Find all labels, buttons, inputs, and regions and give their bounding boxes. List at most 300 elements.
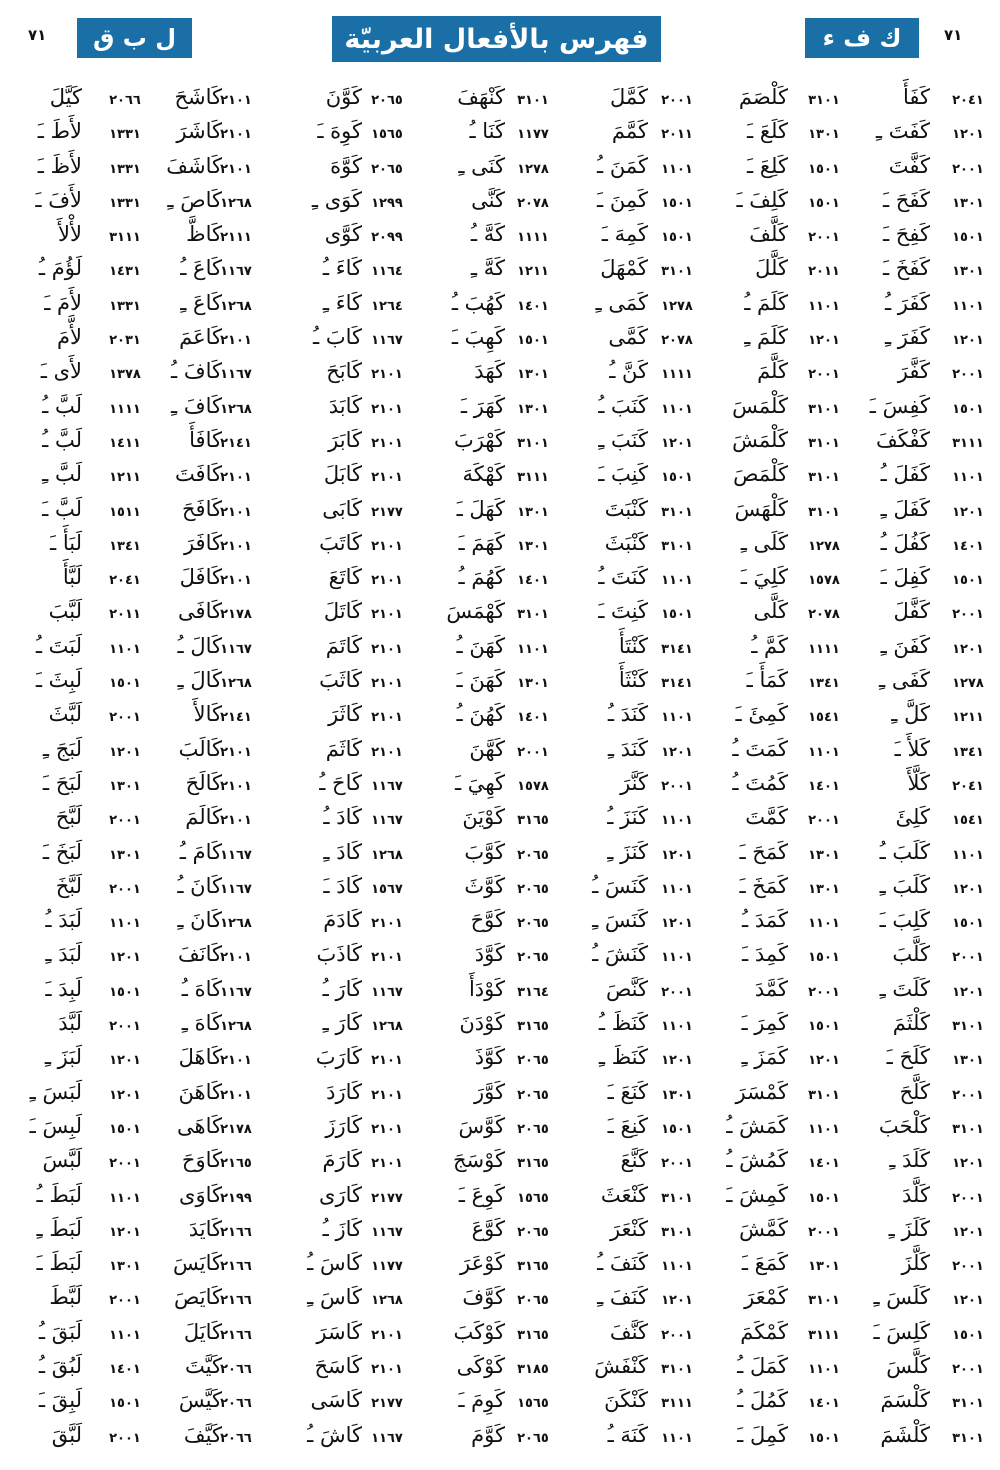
verb-pattern-code: ١١٦٧ [371, 1224, 403, 1240]
verb-entry: كَلأَ ـَ [894, 736, 930, 761]
verb-entry: كَوَّمَ [471, 1422, 505, 1447]
verb-pattern-code: ٢٠٠١ [109, 813, 141, 829]
verb-pattern-code: ١٥٦٥ [371, 127, 403, 143]
verb-pattern-code: ١٢٠١ [952, 1224, 984, 1240]
verb-entry: كَنْهَفَ [457, 85, 505, 109]
verb-pattern-code: ١١٠١ [952, 298, 984, 314]
verb-pattern-code: ٢١٤١ [220, 435, 252, 451]
verb-entry: كَايَصَ [174, 1285, 222, 1310]
verb-pattern-code: ١٤١١ [109, 435, 141, 451]
verb-pattern-code: ١١٦٧ [371, 333, 403, 349]
verb-entry: كَمَى ـِ [595, 290, 648, 315]
verb-entry: كَنَفَ ـِ [597, 1285, 648, 1310]
verb-pattern-code: ٢١٠١ [220, 470, 252, 486]
verb-pattern-code: ٣١٠١ [661, 264, 693, 280]
verb-entry: كَادَمَ [323, 908, 362, 933]
verb-entry: كَهُنَ ـُ [456, 702, 505, 727]
verb-entry: لأَطَ ـَ [37, 119, 82, 144]
verb-pattern-code: ١١٠١ [661, 710, 693, 726]
verb-entry: كَاصَ ـِ [167, 187, 222, 212]
verb-entry: كَاثَمَ [325, 736, 362, 761]
verb-pattern-code: ٢٠٠١ [109, 710, 141, 726]
verb-pattern-code: ٢٠٧٨ [661, 333, 693, 349]
index-row [0, 288, 1000, 322]
verb-pattern-code: ١٢٠١ [808, 333, 840, 349]
index-row [0, 734, 1000, 768]
verb-entry: كَالَ ـِ [177, 668, 222, 693]
verb-entry: كَلَّمَ [757, 359, 788, 384]
verb-entry: لَبَّثَ [48, 702, 82, 727]
verb-entry: كَمَدَ ـُ [742, 908, 788, 933]
verb-pattern-code: ١٢٠١ [952, 881, 984, 897]
verb-entry: كَاعَ ـِ [180, 290, 222, 315]
verb-pattern-code: ٢١٠١ [371, 641, 403, 657]
verb-pattern-code: ١٢٠١ [661, 1053, 693, 1069]
verb-entry: كَنَظَ ـُ [598, 1011, 648, 1036]
verb-pattern-code: ٢٠٦٥ [517, 1121, 549, 1137]
verb-pattern-code: ١٣٠١ [808, 881, 840, 897]
verb-entry: كَنَا ـُ [469, 119, 505, 144]
verb-entry: كَهُبَ ـُ [451, 290, 505, 315]
verb-pattern-code: ١٢٦٨ [371, 1019, 403, 1035]
verb-pattern-code: ١٥٠١ [109, 984, 141, 1000]
verb-pattern-code: ٢١٦٦ [220, 1259, 252, 1275]
verb-entry: كَمَحَ ـَ [739, 839, 788, 864]
verb-entry: كَنَسَ ـِ [592, 908, 648, 933]
verb-pattern-code: ١٣٣١ [109, 195, 141, 211]
verb-pattern-code: ٢٠٠١ [808, 984, 840, 1000]
index-row [0, 219, 1000, 253]
verb-entry: كَوْكَى [456, 1353, 505, 1378]
verb-entry: كَنْتَأَ [618, 633, 648, 658]
verb-pattern-code: ١٢٠١ [952, 504, 984, 520]
verb-entry: لَبَّقَ [51, 1422, 82, 1447]
verb-pattern-code: ٢٠٦٥ [371, 93, 403, 108]
verb-entry: كَنَظَ ـِ [598, 1045, 648, 1070]
verb-pattern-code: ٢١٠١ [371, 676, 403, 692]
verb-entry: كَاهَ ـِ [181, 1011, 222, 1036]
verb-pattern-code: ٢٠٠١ [952, 1190, 984, 1206]
verb-entry: كَافَ ـُ [171, 359, 222, 384]
index-row [0, 391, 1000, 425]
verb-pattern-code: ١١٠١ [808, 916, 840, 932]
verb-entry: كَاذَبَ [316, 942, 362, 967]
verb-pattern-code: ٢٠٦٥ [517, 1087, 549, 1103]
verb-pattern-code: ١٣٠١ [808, 1259, 840, 1275]
verb-pattern-code: ٣١٦٥ [517, 1019, 549, 1035]
verb-entry: كَاسَحَ [314, 1353, 362, 1378]
verb-pattern-code: ١٢٠١ [109, 1224, 141, 1240]
verb-pattern-code: ٣١٦٥ [517, 813, 549, 829]
verb-entry: كَاشَفَ [166, 153, 222, 178]
verb-pattern-code: ٢١٩٩ [220, 1190, 252, 1206]
verb-entry: لأَى ـَ [40, 359, 82, 384]
index-row [0, 974, 1000, 1008]
verb-entry: كَمَّى [608, 325, 648, 350]
index-row [0, 1111, 1000, 1145]
verb-entry: كَوْدَنَ [459, 1011, 505, 1036]
verb-pattern-code: ١٤٠١ [517, 573, 549, 589]
verb-pattern-code: ١٣٠١ [517, 504, 549, 520]
verb-entry: كَالَ ـُ [177, 633, 222, 658]
verb-entry: كَمُتَ ـُ [732, 770, 788, 795]
verb-pattern-code: ١١٦٧ [220, 641, 252, 657]
verb-pattern-code: ١٢٠١ [661, 744, 693, 760]
verb-pattern-code: ١٢٠١ [661, 1293, 693, 1309]
index-row [0, 322, 1000, 356]
verb-entry: كَنْفَشَ [594, 1353, 648, 1378]
verb-pattern-code: ٢١٠١ [371, 1327, 403, 1343]
verb-entry: كَنَّعَ [620, 1148, 648, 1173]
verb-entry: كَنْبَتَ [604, 496, 648, 521]
verb-entry: كَلْسَمَ [880, 1388, 930, 1413]
verb-pattern-code: ١٣٠١ [109, 847, 141, 863]
verb-pattern-code: ١١٠١ [952, 847, 984, 863]
verb-entry: كَمْهَلَ [600, 256, 648, 281]
verb-entry: كَنَزَ ـُ [607, 805, 648, 830]
verb-pattern-code: ١٥٠١ [517, 333, 549, 349]
verb-pattern-code: ٢٠٤١ [952, 778, 984, 794]
verb-pattern-code: ٢٠٧٨ [517, 195, 549, 211]
verb-pattern-code: ٢٠٦٦ [109, 93, 141, 108]
verb-pattern-code: ٢١٠١ [371, 367, 403, 383]
verb-entry: كَهِيَ ـَ [454, 770, 505, 795]
verb-pattern-code: ٣١٠١ [952, 1430, 984, 1446]
verb-pattern-code: ١٢٦٨ [220, 298, 252, 314]
verb-entry: كَلَسَ ـِ [873, 1285, 930, 1310]
verb-entry: كَاعَمَ [179, 325, 222, 350]
verb-pattern-code: ١٢٠١ [808, 1053, 840, 1069]
verb-entry: لأَظَ ـَ [37, 153, 82, 178]
verb-entry: كَوَّعَ [471, 1216, 505, 1241]
verb-entry: كَلَعَ ـَ [747, 119, 788, 144]
index-row [0, 1214, 1000, 1248]
verb-pattern-code: ١٢٩٩ [371, 195, 403, 211]
verb-entry: كَهْمَسَ [446, 599, 505, 624]
verb-pattern-code: ١٤٠١ [517, 298, 549, 314]
verb-entry: كَهَّنَ [469, 736, 505, 761]
verb-pattern-code: ١٥٠١ [952, 401, 984, 417]
verb-entry: كَاظَّ [186, 222, 222, 247]
verb-pattern-code: ٣١٠١ [661, 504, 693, 520]
index-row [0, 631, 1000, 665]
verb-pattern-code: ٣١٠١ [808, 435, 840, 451]
verb-pattern-code: ١٥٠١ [109, 676, 141, 692]
verb-pattern-code: ٢١٦٦ [220, 1293, 252, 1309]
verb-pattern-code: ١٢١١ [517, 264, 549, 280]
verb-entry: كَفَرَ ـِ [884, 325, 930, 350]
verb-entry: كَنِبَ ـَ [598, 462, 648, 487]
verb-entry: لَبَّدَ [58, 1011, 82, 1036]
verb-entry: كَارَدَ [326, 1079, 362, 1104]
verb-entry: كَابَى [322, 496, 362, 521]
verb-pattern-code: ١٣٠١ [661, 1087, 693, 1103]
verb-entry: كَاتَعَ [328, 565, 362, 590]
verb-pattern-code: ٢٠٦٦ [220, 1396, 252, 1412]
verb-pattern-code: ٢٠٣١ [109, 333, 141, 349]
verb-pattern-code: ١٥٠١ [952, 230, 984, 246]
verb-entry: كَاتَبَ [319, 530, 362, 555]
verb-entry: كَمَنَ ـُ [597, 153, 648, 178]
verb-entry: كَلَتَ ـِ [879, 976, 930, 1001]
verb-entry: كَلِئَ [895, 805, 930, 830]
verb-pattern-code: ١٢٦٨ [220, 401, 252, 417]
verb-entry: كَيَّفَ [183, 1422, 222, 1447]
verb-pattern-code: ١٥٠١ [808, 195, 840, 211]
verb-pattern-code: ١١٠١ [517, 641, 549, 657]
verb-pattern-code: ١٣٠١ [517, 367, 549, 383]
verb-entry: كَنَدَ ـُ [607, 702, 648, 727]
verb-entry: لَبَّبَ [48, 599, 82, 624]
verb-pattern-code: ٢١٧٨ [220, 607, 252, 623]
verb-pattern-code: ١١٠١ [109, 641, 141, 657]
verb-entry: كَمَشَ ـُ [726, 1113, 788, 1138]
verb-pattern-code: ٢٠٠١ [952, 1259, 984, 1275]
verb-pattern-code: ١٢٠١ [661, 847, 693, 863]
index-row [0, 356, 1000, 390]
verb-pattern-code: ٣١٠١ [952, 1396, 984, 1412]
verb-entry: كَافَلَ [179, 565, 222, 590]
verb-entry: كَلَدَ ـِ [889, 1148, 930, 1173]
verb-entry: كَارَبَ [315, 1045, 362, 1070]
verb-entry: لَبَقَ ـُ [38, 1319, 82, 1344]
verb-entry: كَاسَ ـُ [307, 1251, 362, 1276]
verb-pattern-code: ١٢٠١ [952, 1156, 984, 1172]
verb-entry: كَاهَ ـُ [181, 976, 222, 1001]
verb-entry: كَابَلَ [323, 462, 362, 487]
verb-pattern-code: ٣١٠١ [661, 1361, 693, 1377]
verb-entry: لَبَزَ ـِ [44, 1045, 82, 1070]
verb-entry: كَفَّرَ [897, 359, 930, 384]
verb-pattern-code: ١٢٦٤ [371, 298, 403, 314]
verb-entry: كَمَلَ ـُ [737, 1353, 788, 1378]
index-row [0, 1145, 1000, 1179]
verb-pattern-code: ١١٧٧ [517, 127, 549, 143]
verb-entry: كَاثَرَ [328, 702, 362, 727]
index-row [0, 596, 1000, 630]
verb-entry: لَبَّحَ [55, 805, 82, 830]
index-row [0, 116, 1000, 150]
verb-pattern-code: ١٢٠١ [952, 641, 984, 657]
index-row [0, 871, 1000, 905]
index-row [0, 185, 1000, 219]
verb-pattern-code: ٢١٠١ [371, 607, 403, 623]
verb-entry: كَمَّلَ [609, 85, 648, 109]
verb-entry: كَمَزَ ـِ [741, 1045, 788, 1070]
verb-pattern-code: ٢١٠١ [220, 1087, 252, 1103]
verb-pattern-code: ١١٠١ [109, 1327, 141, 1343]
verb-entry: كَايَلَ [183, 1319, 222, 1344]
verb-entry: كَنِعَ ـَ [607, 1113, 648, 1138]
verb-entry: كَمَتَ ـُ [732, 736, 788, 761]
verb-pattern-code: ٢٠٠١ [808, 813, 840, 829]
verb-entry: كَوِعَ ـَ [458, 1182, 505, 1207]
verb-pattern-code: ٣١٤١ [661, 641, 693, 657]
index-row [0, 1008, 1000, 1042]
verb-pattern-code: ٣١٦٤ [517, 984, 549, 1000]
index-row [0, 802, 1000, 836]
verb-entry: كَوْسَجَ [453, 1148, 505, 1173]
verb-entry: لأَفَ ـَ [35, 187, 82, 212]
verb-pattern-code: ٢١٠١ [371, 1053, 403, 1069]
verb-entry: كَلْشَمَ [880, 1422, 930, 1447]
verb-pattern-code: ١٥٠١ [661, 230, 693, 246]
verb-entry: كَمَعَ ـَ [741, 1251, 788, 1276]
verb-entry: كَنَّى [471, 187, 505, 212]
verb-entry: لَبَخَ ـَ [42, 839, 82, 864]
verb-pattern-code: ١٢١١ [952, 710, 984, 726]
index-row [0, 939, 1000, 973]
verb-entry: كَافَ ـِ [171, 393, 222, 418]
index-row [0, 768, 1000, 802]
index-row [0, 1282, 1000, 1316]
verb-entry: كَارَمَ [322, 1148, 362, 1173]
verb-entry: كَفَرَ ـُ [884, 290, 930, 315]
verb-entry: كَافَأَ [189, 427, 222, 452]
verb-pattern-code: ٢٠٠١ [808, 230, 840, 246]
verb-pattern-code: ١١٦٧ [371, 813, 403, 829]
verb-pattern-code: ١٢١١ [109, 470, 141, 486]
verb-entry: كَلَّسَ [886, 1353, 930, 1378]
verb-entry: لَبَّ ـِ [42, 462, 82, 487]
index-row [0, 905, 1000, 939]
verb-pattern-code: ١٥٠١ [109, 1121, 141, 1137]
verb-pattern-code: ١٥٦٥ [517, 1396, 549, 1412]
verb-pattern-code: ٢٠٠١ [517, 744, 549, 760]
verb-entry: كَادَ ـَ [323, 873, 362, 898]
verb-entry: كَفَحَ ـَ [882, 187, 930, 212]
verb-pattern-code: ١٤٠١ [808, 1156, 840, 1172]
verb-entry: كَنَّصَ [605, 976, 648, 1001]
verb-entry: لَبِسَ ـَ [29, 1113, 82, 1138]
verb-entry: كَلْحَبَ [878, 1113, 930, 1138]
verb-pattern-code: ٢١٠١ [220, 93, 252, 108]
verb-pattern-code: ٢١٠١ [371, 470, 403, 486]
verb-entry: كَنَّ ـُ [609, 359, 648, 384]
verb-entry: كَاشَ ـُ [307, 1422, 362, 1447]
verb-entry: كَاعَ ـُ [180, 256, 222, 281]
verb-pattern-code: ١١٦٧ [220, 881, 252, 897]
verb-pattern-code: ١٥١١ [109, 504, 141, 520]
verb-entry: كَلْصَمَ [738, 85, 788, 109]
verb-entry: كَاسَى [310, 1388, 362, 1413]
verb-entry: كَلَّدَ [902, 1182, 930, 1207]
verb-pattern-code: ١٣٣١ [109, 161, 141, 177]
verb-pattern-code: ١٢٧٨ [808, 538, 840, 554]
verb-pattern-code: ١١٠١ [109, 1190, 141, 1206]
verb-pattern-code: ١٤٠١ [952, 538, 984, 554]
verb-pattern-code: ٢١٠١ [220, 504, 252, 520]
verb-pattern-code: ١٢٠١ [661, 435, 693, 451]
verb-entry: كَافَتَ [174, 462, 222, 487]
verb-pattern-code: ٢٠٧٨ [808, 607, 840, 623]
verb-entry: كَالَحَ [185, 770, 222, 795]
verb-pattern-code: ١٥٧٨ [808, 573, 840, 589]
verb-pattern-code: ١٣٤١ [952, 744, 984, 760]
verb-entry: لَبَّ ـُ [42, 393, 82, 418]
verb-pattern-code: ١١٠١ [808, 298, 840, 314]
verb-pattern-code: ١٢٠١ [952, 1293, 984, 1309]
verb-entry: كَفِحَ ـَ [882, 222, 930, 247]
verb-pattern-code: ٢١٧٨ [220, 1121, 252, 1137]
verb-entry: لَبُقَ ـُ [38, 1353, 82, 1378]
verb-pattern-code: ١١٦٤ [371, 264, 403, 280]
verb-pattern-code: ٢١٠١ [220, 1053, 252, 1069]
verb-pattern-code: ٢١١١ [220, 230, 252, 246]
verb-entry: كَاءَ ـِ [322, 290, 362, 315]
verb-pattern-code: ٢١٠١ [371, 1087, 403, 1103]
verb-entry: كَايَدَ [188, 1216, 222, 1241]
verb-entry: كَنْثَأَ [618, 668, 648, 693]
verb-pattern-code: ١١٦٧ [220, 264, 252, 280]
verb-pattern-code: ١٤٠١ [808, 1396, 840, 1412]
verb-entry: كَلْمَسَ [732, 393, 788, 418]
verb-entry: كَهُمَ ـُ [458, 565, 505, 590]
verb-entry: كَمَخَ ـَ [739, 873, 788, 898]
verb-pattern-code: ١٥٤١ [952, 813, 984, 829]
verb-entry: لَبَدَ ـُ [45, 908, 82, 933]
verb-entry: كَنَى ـِ [458, 153, 505, 178]
verb-entry: لَبَطَ ـُ [36, 1182, 82, 1207]
verb-pattern-code: ٢٠٠١ [952, 607, 984, 623]
verb-entry: كَارَى [319, 1182, 362, 1207]
verb-entry: كَمِنَ ـَ [597, 187, 648, 212]
verb-pattern-code: ١٣٣١ [109, 127, 141, 143]
verb-entry: كَنَفَ ـُ [597, 1251, 648, 1276]
verb-entry: كَنِتَ ـَ [598, 599, 648, 624]
page-number-left: ٧١ [28, 26, 47, 44]
verb-pattern-code: ١٣٤١ [109, 538, 141, 554]
verb-entry: كَمِئَ ـَ [735, 702, 788, 727]
verb-pattern-code: ١٣٠١ [808, 127, 840, 143]
verb-entry: كَهَدَ [474, 359, 505, 384]
verb-entry: كَفَى ـِ [879, 668, 930, 693]
verb-entry: كَوَّى [324, 222, 362, 247]
verb-entry: كَفَأَ [902, 85, 930, 109]
verb-pattern-code: ٢١٠١ [371, 710, 403, 726]
verb-pattern-code: ١١٠١ [952, 470, 984, 486]
verb-entry: كَلِفَ ـَ [736, 187, 788, 212]
index-row [0, 459, 1000, 493]
verb-entry: كَوَّذَ [474, 1045, 505, 1070]
verb-entry: كَنَتَ ـُ [598, 565, 648, 590]
verb-pattern-code: ٢٠٠١ [109, 1293, 141, 1309]
verb-pattern-code: ١٤٠١ [109, 1361, 141, 1377]
verb-pattern-code: ١١٠١ [808, 1121, 840, 1137]
verb-pattern-code: ٢٠٠١ [952, 367, 984, 383]
verb-entry: كَنَعَ ـَ [607, 1079, 648, 1104]
verb-entry: كَارَ ـِ [322, 1011, 362, 1036]
verb-pattern-code: ٣١٨٥ [517, 1361, 549, 1377]
verb-pattern-code: ٢٠٠١ [808, 367, 840, 383]
verb-entry: كَمْسَرَ [735, 1079, 788, 1104]
verb-entry: كَاشَرَ [176, 119, 222, 144]
verb-pattern-code: ٣١٠١ [661, 1224, 693, 1240]
verb-pattern-code: ١٤٠١ [517, 710, 549, 726]
verb-pattern-code: ١٢٠١ [952, 333, 984, 349]
verb-entry: كَنَّرَ [620, 770, 648, 795]
index-row [0, 253, 1000, 287]
verb-entry: كَلَّى [753, 599, 788, 624]
verb-entry: لَبَجَ ـِ [42, 736, 82, 761]
verb-pattern-code: ٢٠٠١ [661, 984, 693, 1000]
verb-pattern-code: ١٢٠١ [109, 744, 141, 760]
verb-entry: كَوَى ـِ [311, 187, 362, 212]
verb-entry: لَبَطَ ـِ [36, 1216, 82, 1241]
verb-pattern-code: ١٥٠١ [952, 573, 984, 589]
verb-entry: كَمِشَ ـَ [726, 1182, 788, 1207]
verb-entry: لأْلأَ [58, 222, 82, 247]
